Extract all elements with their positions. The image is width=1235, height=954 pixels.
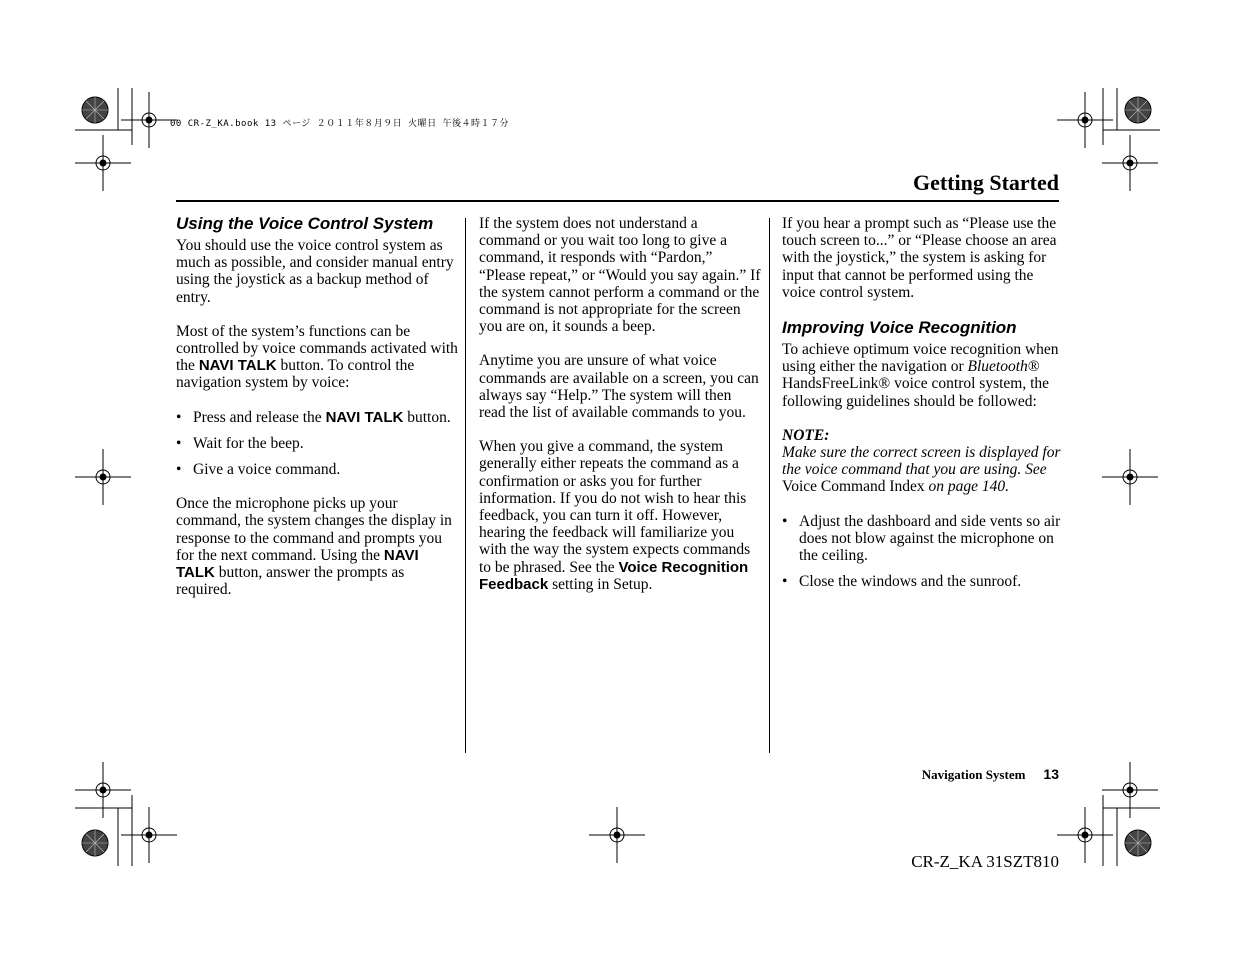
note-text: Make sure the correct screen is displayed for the voice command that you are using. See Voice Command Index on page 140.	[782, 444, 1061, 496]
paragraph: When you give a command, the system generally either repeats the command as a confirmation or asks you for further information. If you do not wish to hear this feedback, you can turn it off. However, hearing the feedback will familiarize you with the way the system expects commands to be phrased. See the Voice Recognition Feedback setting in Setup.	[479, 438, 751, 593]
heading-improving-voice-recognition: Improving Voice Recognition	[782, 318, 1017, 338]
guidelines-list	[782, 513, 1062, 591]
footer-label: Navigation System	[921, 767, 1026, 782]
heading-voice-control: Using the Voice Control System	[176, 214, 434, 233]
column-divider	[465, 218, 466, 753]
column-2	[479, 214, 761, 610]
column-1	[176, 214, 458, 615]
voice-command-index-link[interactable]: Voice Command Index	[782, 478, 925, 496]
document-code: CR-Z_KA 31SZT810	[911, 852, 1059, 871]
note-label: NOTE:	[782, 426, 830, 444]
paragraph: You should use the voice control system as much as possible, and consider manual entry using the joystick as a backup method of entry.	[176, 237, 454, 306]
page-number: 13	[1043, 766, 1059, 782]
section-title: Getting Started	[912, 170, 1059, 195]
navi-talk-label: NAVI TALK	[325, 408, 404, 426]
paragraph: To achieve optimum voice recognition when using either the navigation or Bluetooth® HandsFreeLink® voice control system, the following guidelines should be followed:	[782, 341, 1059, 410]
paragraph: Once the microphone picks up your command, the system changes the display in response to the command and prompts you for the next command. Using the NAVI TALK button, answer the prompts as required.	[176, 495, 452, 599]
column-3	[782, 214, 1062, 607]
list-item: • Wait for the beep.	[176, 435, 458, 452]
column-divider	[769, 218, 770, 753]
list-item: • Close the windows and the sunroof.	[782, 573, 1062, 590]
steps-list	[176, 409, 458, 479]
paragraph: If you hear a prompt such as “Please use the touch screen to...” or “Please choose an area with the joystick,” the system is asking for input that cannot be performed using the voice control system.	[782, 215, 1057, 301]
print-info-line: 00 CR-Z_KA.book 13 ページ ２０１１年８月９日 火曜日 午後４時１７分	[170, 119, 510, 129]
paragraph: If the system does not understand a command or you wait too long to give a command, it responds with “Pardon,” “Please repeat,” or “Would you say again.” If the system cannot perform a command or the command is not appropriate for the screen you are on, it sounds a beep.	[479, 215, 761, 336]
list-item: • Press and release the NAVI TALK button.	[176, 409, 458, 426]
list-item: • Adjust the dashboard and side vents so air does not blow against the microphone on the ceiling.	[782, 513, 1062, 565]
page-footer	[922, 766, 1059, 783]
paragraph: Most of the system’s functions can be controlled by voice commands activated with the NAVI TALK button. To control the navigation system by voice:	[176, 322, 458, 392]
voice-recognition-feedback-label: Voice Recognition Feedback	[479, 558, 749, 593]
header-rule	[176, 200, 1059, 202]
navi-talk-label: NAVI TALK	[176, 546, 419, 582]
list-item: • Give a voice command.	[176, 461, 458, 478]
navi-talk-label: NAVI TALK	[198, 357, 277, 375]
paragraph: Anytime you are unsure of what voice commands are available on a screen, you can always say “Help.” The system will then read the list of available commands to you.	[479, 352, 759, 422]
